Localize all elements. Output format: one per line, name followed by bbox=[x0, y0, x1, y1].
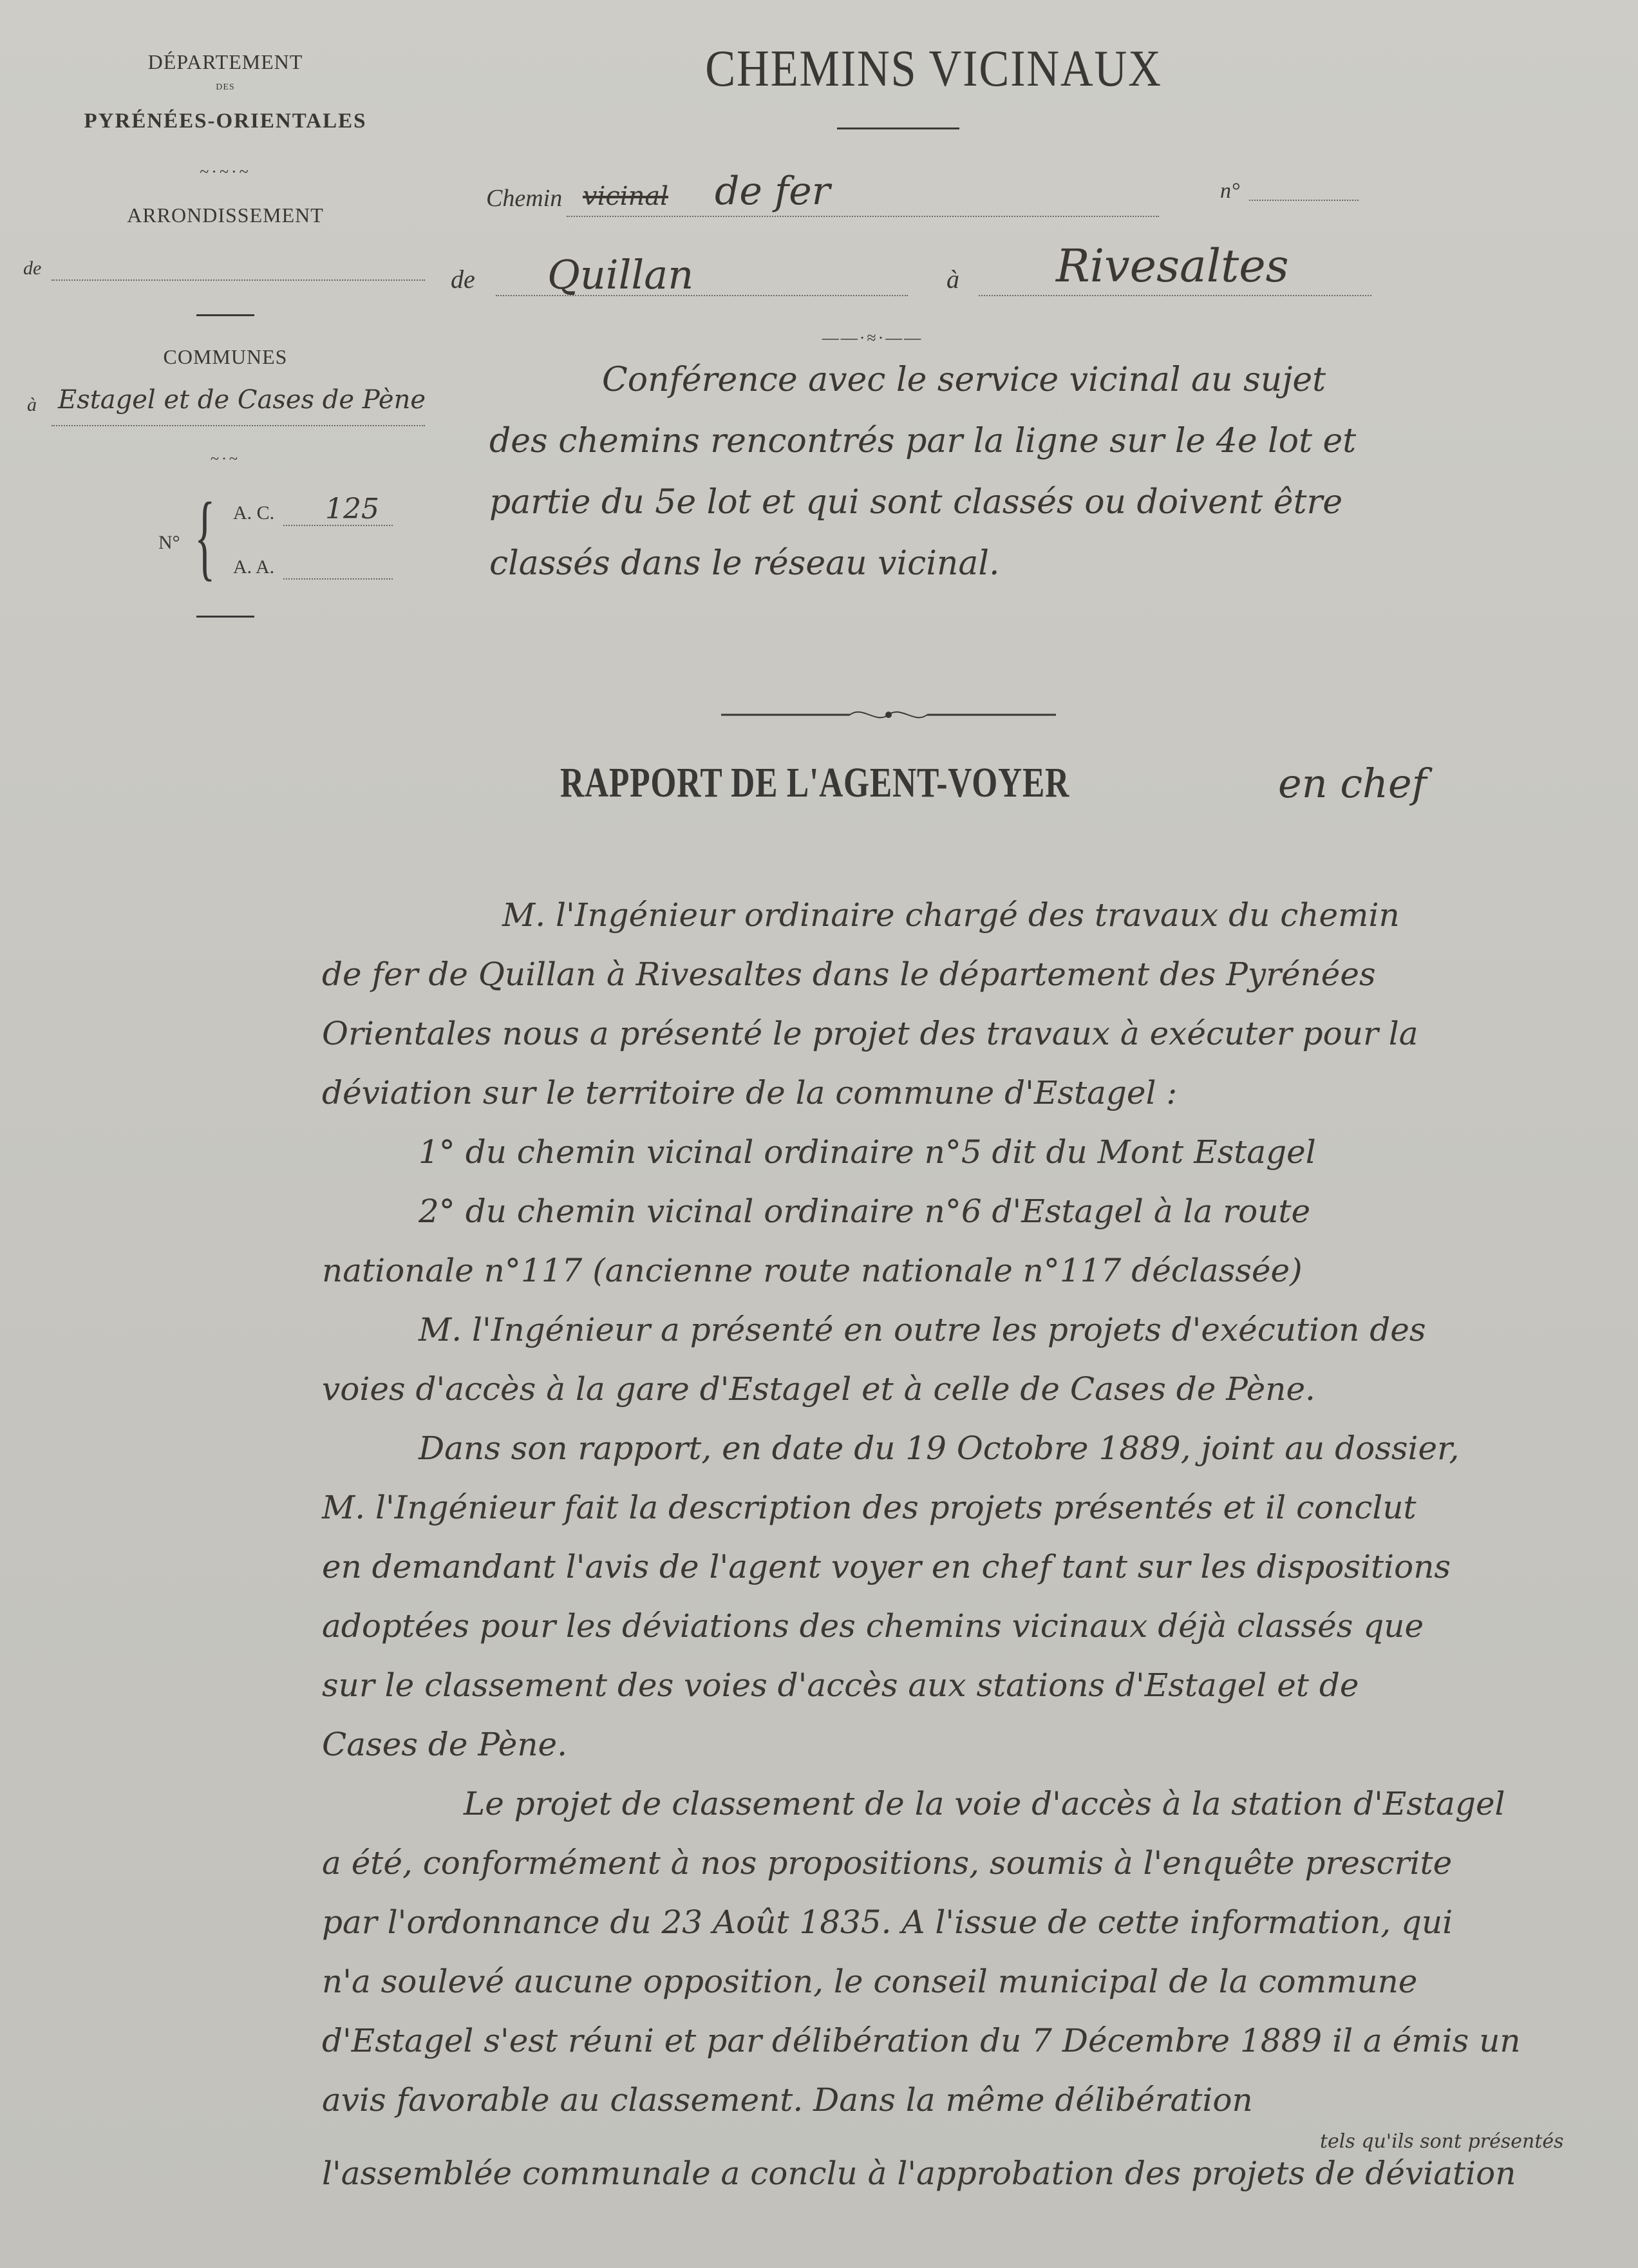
body-line: n'a soulevé aucune opposition, le conseil municipal de la commune bbox=[322, 1963, 1418, 2000]
body-line: 1° du chemin vicinal ordinaire n°5 dit du Mont Estagel bbox=[419, 1133, 1316, 1171]
numero-small-label: n° bbox=[1220, 179, 1240, 203]
communes-value: Estagel et de Cases de Pène bbox=[58, 385, 426, 415]
ornament-divider-icon: ——·≈·—— bbox=[822, 328, 923, 347]
chemin-struck-word: vicinal bbox=[583, 182, 668, 211]
communes-prefix: à bbox=[27, 394, 37, 415]
de-label: de bbox=[23, 258, 42, 279]
body-line: voies d'accès à la gare d'Estagel et à celle de Cases de Pène. bbox=[322, 1370, 1315, 1408]
body-line: sur le classement des voies d'accès aux stations d'Estagel et de bbox=[322, 1667, 1359, 1704]
body-line: 2° du chemin vicinal ordinaire n°6 d'Estagel à la route bbox=[419, 1193, 1311, 1230]
body-line: l'assemblée communale a conclu à l'approbation des projets de déviation bbox=[322, 2155, 1516, 2192]
report-title: RAPPORT DE L'AGENT-VOYER bbox=[560, 759, 1070, 806]
report-ornament-icon bbox=[721, 702, 1056, 728]
body-line: en demandant l'avis de l'agent voyer en chef tant sur les dispositions bbox=[322, 1548, 1451, 1585]
body-line: Dans son rapport, en date du 19 Octobre 1889, joint au dossier, bbox=[419, 1430, 1460, 1467]
des-label: DES bbox=[216, 82, 235, 92]
arrondissement-label: ARRONDISSEMENT bbox=[127, 203, 324, 227]
from-line bbox=[496, 295, 908, 296]
chemin-line bbox=[567, 216, 1159, 217]
main-title: CHEMINS VICINAUX bbox=[705, 41, 1162, 97]
numero-label: N° bbox=[158, 532, 180, 553]
body-line: M. l'Ingénieur ordinaire chargé des travaux du chemin bbox=[502, 896, 1400, 934]
subject-line: Conférence avec le service vicinal au sujet bbox=[602, 361, 1326, 399]
body-line: Orientales nous a présenté le projet des travaux à exécuter pour la bbox=[322, 1015, 1418, 1052]
brace-icon: { bbox=[194, 483, 216, 590]
body-line: déviation sur le territoire de la commune d'Estagel : bbox=[322, 1074, 1178, 1111]
report-title-suffix: en chef bbox=[1278, 760, 1427, 807]
ornament-divider-icon: ~·~ bbox=[211, 451, 240, 468]
ac-line bbox=[283, 525, 393, 526]
to-value: Rivesaltes bbox=[1056, 240, 1289, 292]
ac-label: A. C. bbox=[233, 502, 275, 524]
body-line: de fer de Quillan à Rivesaltes dans le département des Pyrénées bbox=[322, 956, 1376, 993]
body-line: nationale n°117 (ancienne route nationale n°117 déclassée) bbox=[322, 1252, 1303, 1289]
body-line: adoptées pour les déviations des chemins vicinaux déjà classés que bbox=[322, 1607, 1424, 1645]
body-line: M. l'Ingénieur fait la description des projets présentés et il conclut bbox=[322, 1489, 1417, 1526]
to-label: à bbox=[946, 265, 959, 294]
from-label: de bbox=[451, 265, 475, 294]
chemin-value: de fer bbox=[715, 169, 831, 214]
divider-rule bbox=[196, 314, 254, 316]
aa-label: A. A. bbox=[233, 556, 275, 578]
divider-rule bbox=[196, 616, 254, 618]
title-rule bbox=[837, 128, 959, 129]
communes-line bbox=[52, 425, 425, 426]
body-line: par l'ordonnance du 23 Août 1835. A l'issue de cette information, qui bbox=[322, 1904, 1453, 1941]
ornament-divider-icon: ~·~·~ bbox=[200, 162, 251, 181]
numero-line bbox=[1249, 200, 1359, 201]
chemin-label: Chemin bbox=[486, 185, 563, 212]
ac-value: 125 bbox=[325, 493, 379, 525]
interlinear-note: tels qu'ils sont présentés bbox=[1320, 2130, 1564, 2153]
subject-line: des chemins rencontrés par la ligne sur le 4e lot et bbox=[489, 422, 1357, 460]
body-line: d'Estagel s'est réuni et par délibération du 7 Décembre 1889 il a émis un bbox=[322, 2022, 1521, 2059]
arrondissement-line bbox=[52, 279, 425, 281]
to-line bbox=[979, 295, 1371, 296]
subject-line: partie du 5e lot et qui sont classés ou doivent être bbox=[489, 483, 1343, 522]
subject-line: classés dans le réseau vicinal. bbox=[489, 544, 1000, 583]
body-line: avis favorable au classement. Dans la même délibération bbox=[322, 2081, 1253, 2119]
communes-label: COMMUNES bbox=[163, 345, 288, 368]
body-line: Cases de Pène. bbox=[322, 1726, 568, 1763]
department-label: DÉPARTEMENT bbox=[147, 50, 303, 73]
from-value: Quillan bbox=[547, 251, 694, 298]
body-line: M. l'Ingénieur a présenté en outre les projets d'exécution des bbox=[419, 1311, 1426, 1348]
department-name: PYRÉNÉES-ORIENTALES bbox=[84, 109, 367, 133]
body-line: Le projet de classement de la voie d'accès à la station d'Estagel bbox=[464, 1785, 1505, 1822]
body-line: a été, conformément à nos propositions, soumis à l'enquête prescrite bbox=[322, 1844, 1453, 1882]
aa-line bbox=[283, 578, 393, 580]
